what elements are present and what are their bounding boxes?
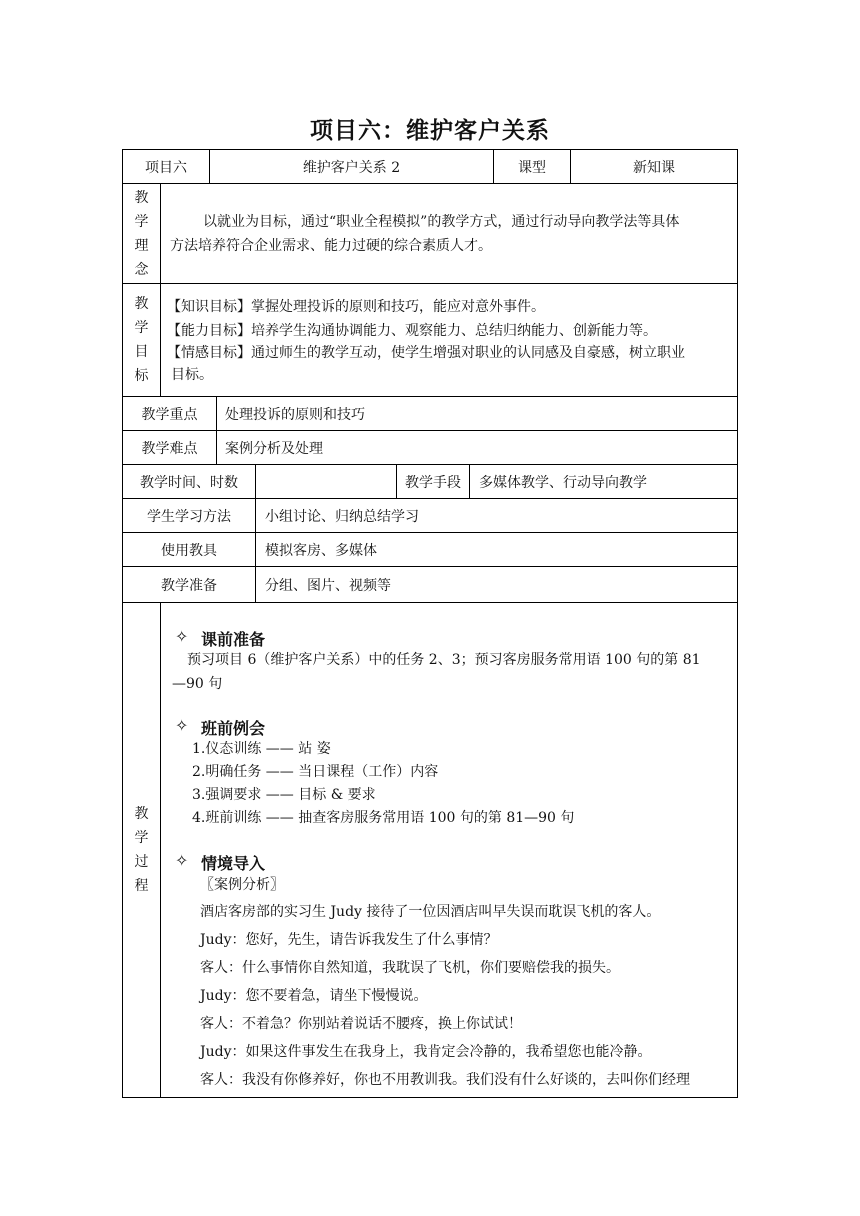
dialog-line: Judy：如果这件事发生在我身上，我肯定会冷静的，我希望您也能冷静。 xyxy=(200,1044,652,1060)
means-value: 多媒体教学、行动导向教学 xyxy=(479,474,647,491)
objective-emotion-cont: 目标。 xyxy=(171,367,213,383)
page-title: 项目六：维护客户关系 xyxy=(310,118,550,144)
study-method-row xyxy=(123,499,737,533)
philosophy-line-2: 方法培养符合企业需求、能力过硬的综合素质人才。 xyxy=(170,238,492,254)
case-analysis-label: 〖案例分析〗 xyxy=(200,877,284,893)
objective-knowledge: 【知识目标】掌握处理投诉的原则和技巧，能应对意外事件。 xyxy=(167,299,545,315)
time-row xyxy=(123,465,737,499)
objective-emotion: 【情感目标】通过师生的教学互动，使学生增强对职业的认同感及自豪感，树立职业 xyxy=(167,345,685,361)
dialog-line: 酒店客房部的实习生 Judy 接待了一位因酒店叫早失误而耽误飞机的客人。 xyxy=(200,904,661,920)
process-row xyxy=(123,603,737,1097)
objective-ability: 【能力目标】培养学生沟通协调能力、观察能力、总结归纳能力、创新能力等。 xyxy=(167,323,657,339)
objectives-label: 教 学 目 标 xyxy=(123,284,161,396)
tools-value: 模拟客房、多媒体 xyxy=(265,542,377,559)
section-meeting-title: 班前例会 xyxy=(201,719,266,738)
header-row xyxy=(123,150,737,184)
philosophy-row xyxy=(123,184,737,284)
meeting-item: 4.班前训练 —— 抽查客房服务常用语 100 句的第 81—90 句 xyxy=(192,810,575,826)
key-point-value: 处理投诉的原则和技巧 xyxy=(225,406,365,423)
dialog-line: 客人：不着急？你别站着说话不腰疼，换上你试试！ xyxy=(200,1016,522,1032)
philosophy-label: 教 学 理 念 xyxy=(123,184,161,283)
time-label: 教学时间、时数 xyxy=(123,465,256,498)
preparation-label: 教学准备 xyxy=(123,567,256,602)
section-intro-title: 情境导入 xyxy=(201,854,266,873)
lesson-type-label: 课型 xyxy=(494,150,571,183)
time-value xyxy=(256,465,397,498)
tools-row xyxy=(123,533,737,567)
process-label: 教 学 过 程 xyxy=(123,603,161,1097)
lesson-type-value: 新知课 xyxy=(633,159,675,176)
meeting-item: 1.仪态训练 —— 站 姿 xyxy=(192,741,331,757)
section-prep-line-2: —90 句 xyxy=(172,676,223,692)
meeting-item: 2.明确任务 —— 当日课程（工作）内容 xyxy=(192,764,439,780)
key-point-row xyxy=(123,397,737,431)
difficulty-label: 教学难点 xyxy=(123,431,217,464)
lesson-plan-table xyxy=(122,149,738,1098)
difficulty-value: 案例分析及处理 xyxy=(225,440,323,457)
study-method-label: 学生学习方法 xyxy=(123,499,256,532)
project-label: 项目六 xyxy=(123,150,210,183)
meeting-item: 3.强调要求 —— 目标 & 要求 xyxy=(192,787,376,803)
philosophy-line-1: 以就业为目标，通过“职业全程模拟”的教学方式，通过行动导向教学法等具体 xyxy=(203,214,680,230)
difficulty-row xyxy=(123,431,737,465)
preparation-value: 分组、图片、视频等 xyxy=(265,577,391,594)
dialog-line: 客人：什么事情你自然知道，我耽误了飞机，你们要赔偿我的损失。 xyxy=(200,960,620,976)
study-method-value: 小组讨论、归纳总结学习 xyxy=(265,508,419,525)
dialog-line: Judy：您好，先生，请告诉我发生了什么事情？ xyxy=(200,932,498,948)
means-label: 教学手段 xyxy=(397,465,470,498)
section-meeting-bullet-icon: ✧ xyxy=(175,716,189,735)
section-prep-title: 课前准备 xyxy=(201,630,266,649)
section-intro-bullet-icon: ✧ xyxy=(175,851,189,870)
objectives-row xyxy=(123,284,737,397)
section-prep-line-1: 预习项目 6（维护客户关系）中的任务 2、3；预习客房服务常用语 100 句的第 81 xyxy=(187,652,701,668)
dialog-line: 客人：我没有你修养好，你也不用教训我。我们没有什么好谈的，去叫你们经理 xyxy=(200,1072,690,1088)
section-prep-bullet-icon: ✧ xyxy=(175,627,189,646)
project-name: 维护客户关系 2 xyxy=(210,150,494,183)
preparation-row xyxy=(123,567,737,603)
tools-label: 使用教具 xyxy=(123,533,256,566)
dialog-line: Judy：您不要着急，请坐下慢慢说。 xyxy=(200,988,428,1004)
key-point-label: 教学重点 xyxy=(123,397,217,430)
